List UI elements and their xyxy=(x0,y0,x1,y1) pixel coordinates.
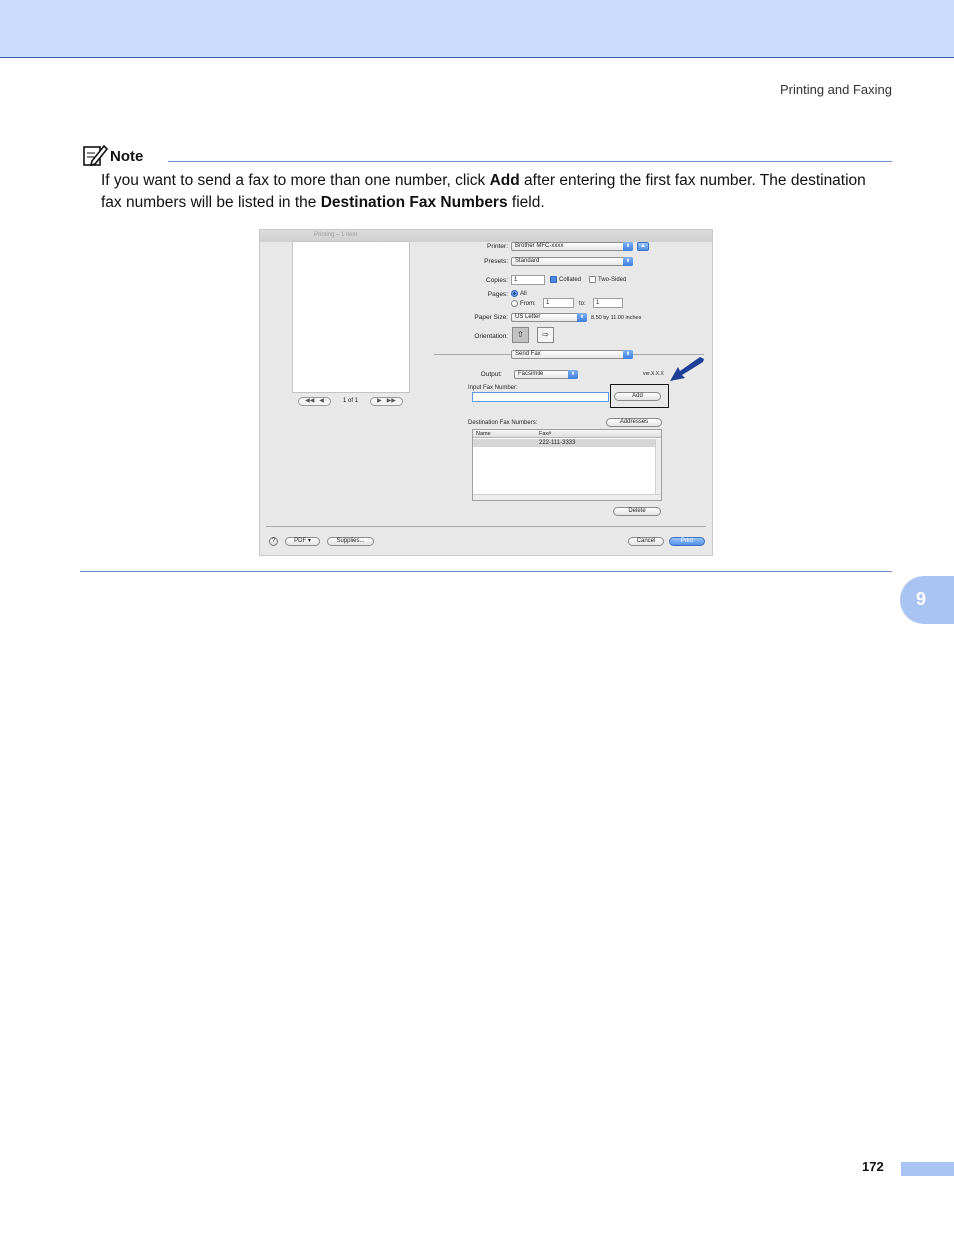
help-icon[interactable]: ? xyxy=(269,537,278,546)
table-row[interactable] xyxy=(473,439,655,447)
popup-arrows-icon: ⬍ xyxy=(623,242,633,251)
landscape-orientation-icon[interactable]: ⇨ xyxy=(537,327,554,343)
output-select[interactable] xyxy=(514,370,578,379)
horizontal-scrollbar[interactable] xyxy=(473,494,661,500)
addresses-button[interactable]: Addresses xyxy=(606,418,662,427)
note-divider xyxy=(168,161,892,162)
popup-arrows-icon: ⬍ xyxy=(623,350,633,359)
delete-button[interactable]: Delete xyxy=(613,507,661,516)
printer-select[interactable] xyxy=(511,242,633,251)
collated-label: Collated xyxy=(559,277,582,283)
copies-field[interactable]: 1 xyxy=(511,275,545,285)
page-count: 1 of 1 xyxy=(343,398,359,404)
running-head: Printing and Faxing xyxy=(779,82,892,97)
popup-arrows-icon: ⬍ xyxy=(577,313,587,322)
pages-all-radio[interactable] xyxy=(511,290,518,297)
pages-from-label: From: xyxy=(520,301,536,307)
note-title: Note xyxy=(110,148,144,165)
supplies-button[interactable]: Supplies... xyxy=(327,537,374,546)
destination-label: Destination Fax Numbers: xyxy=(468,420,538,426)
collated-checkbox[interactable] xyxy=(550,276,557,283)
popup-arrows-icon: ⬍ xyxy=(623,257,633,266)
cancel-button[interactable]: Cancel xyxy=(628,537,664,546)
presets-label: Presets: xyxy=(484,258,508,265)
pages-to-text: to: xyxy=(579,301,586,307)
page-number-bar xyxy=(901,1162,954,1176)
print-button[interactable]: Print xyxy=(669,537,705,546)
printer-value: Brother MFC-xxxx xyxy=(515,243,564,249)
paper-size-label: Paper Size: xyxy=(474,314,508,321)
note-end-divider xyxy=(80,571,892,572)
first-prev-page-button[interactable]: ◀◀ ◀ xyxy=(298,397,331,406)
presets-value: Standard xyxy=(515,258,540,264)
footer-divider xyxy=(266,526,706,527)
header-band xyxy=(0,0,954,58)
column-fax: Fax# xyxy=(539,431,552,437)
pages-from-radio[interactable] xyxy=(511,300,518,307)
paper-size-select[interactable] xyxy=(511,313,587,322)
page-number: 172 xyxy=(862,1159,884,1174)
pages-to-field[interactable]: 1 xyxy=(593,298,623,308)
portrait-orientation-icon[interactable]: ⇧ xyxy=(512,327,529,343)
dialog-title-text: Printing – 1 item xyxy=(314,232,358,238)
popup-arrows-icon: ⬍ xyxy=(568,370,578,379)
vertical-scrollbar[interactable] xyxy=(655,439,661,496)
pages-label: Pages: xyxy=(487,291,508,298)
pane-value: Send Fax xyxy=(515,351,541,357)
chapter-tab xyxy=(900,576,954,624)
pages-from-field[interactable]: 1 xyxy=(543,298,574,308)
pdf-button[interactable]: PDF ▾ xyxy=(285,537,320,546)
add-button[interactable]: Add xyxy=(614,392,661,401)
chapter-number: 9 xyxy=(916,589,927,609)
pages-all-label: All xyxy=(520,291,527,297)
disclosure-button[interactable]: ▲ xyxy=(637,242,649,251)
paper-size-value: US Letter xyxy=(515,314,541,320)
row-fax: 222-111-3333 xyxy=(539,440,576,446)
note-text-part: after entering the first fax number. The destination fax numbers will be listed in the xyxy=(101,172,866,211)
input-fax-label: Input Fax Number: xyxy=(468,385,518,391)
note-text-part: If you want to send a fax to more than one number, click xyxy=(101,172,490,189)
note-body xyxy=(101,170,881,214)
presets-select[interactable] xyxy=(511,257,633,266)
input-fax-field[interactable] xyxy=(472,392,609,402)
pane-select[interactable] xyxy=(511,350,633,359)
note-bold-add: Add xyxy=(489,172,520,189)
two-sided-label: Two-Sided xyxy=(598,277,627,283)
output-label: Output: xyxy=(480,371,502,378)
two-sided-checkbox[interactable] xyxy=(589,276,596,283)
version-text: ver.X.X.X xyxy=(643,371,664,377)
printer-label: Printer: xyxy=(487,243,508,250)
destination-list[interactable] xyxy=(472,429,662,501)
note-text-part: field. xyxy=(507,194,545,211)
page-preview xyxy=(292,241,410,393)
note-bold-destination: Destination Fax Numbers xyxy=(320,194,508,211)
output-value: Facsimile xyxy=(518,371,544,377)
callout-arrow-icon xyxy=(670,357,706,385)
next-last-page-button[interactable]: ▶ ▶▶ xyxy=(370,397,403,406)
print-dialog-screenshot xyxy=(259,229,713,556)
note-pencil-icon xyxy=(82,143,108,167)
destination-list-header xyxy=(473,430,661,438)
column-name: Name xyxy=(476,431,491,437)
orientation-label: Orientation: xyxy=(474,333,508,340)
copies-label: Copies: xyxy=(485,277,508,284)
paper-size-note: 8.50 by 11.00 inches xyxy=(591,315,642,321)
